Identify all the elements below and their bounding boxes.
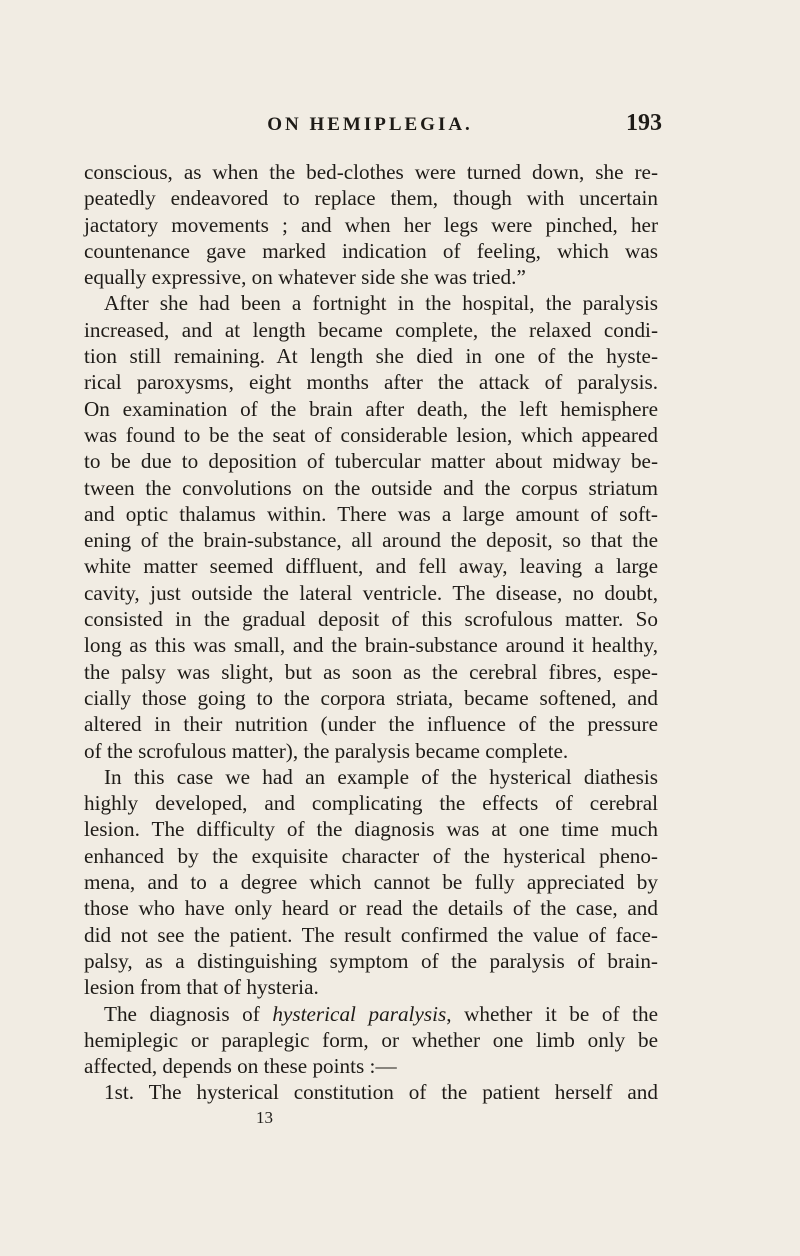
text-line: rical paroxysms, eight months after the attack of paralysis. — [84, 370, 658, 395]
text-line: cially those going to the corpora striata, became softened, and — [84, 685, 658, 710]
text-line: the palsy was slight, but as soon as the cerebral fibres, espe- — [84, 659, 658, 684]
text-line: jactatory movements ; and when her legs were pinched, her — [84, 212, 658, 237]
text-line: increased, and at length became complete, the relaxed condi- — [84, 317, 658, 342]
text-line: altered in their nutrition (under the influence of the pressure — [84, 712, 658, 737]
text-line: lesion. The difficulty of the diagnosis was at one time much — [84, 817, 658, 842]
text-line: After she had been a fortnight in the hospital, the paralysis — [104, 291, 658, 316]
running-head: ON HEMIPLEGIA. — [267, 114, 473, 135]
page-number: 193 — [626, 110, 662, 136]
text-line: ening of the brain-substance, all around the deposit, so that the — [84, 528, 658, 553]
signature-mark: 13 — [256, 1107, 273, 1127]
text-line: 1st. The hysterical constitution of the patient herself and — [104, 1080, 658, 1105]
text-line: did not see the patient. The result confirmed the value of face- — [84, 922, 658, 947]
text-line: mena, and to a degree which cannot be fully appreciated by — [84, 870, 658, 895]
text-line: On examination of the brain after death, the left hemisphere — [84, 396, 658, 421]
text-line: tween the convolutions on the outside and the corpus striatum — [84, 475, 658, 500]
italic-phrase: hysterical paralysis — [272, 1001, 447, 1026]
text-line: tion still remaining. At length she died in one of the hyste- — [84, 344, 658, 369]
text-line: those who have only heard or read the details of the case, and — [84, 896, 658, 921]
page-header — [84, 110, 662, 140]
text-line: consisted in the gradual deposit of this scrofulous matter. So — [84, 607, 658, 632]
text-line: In this case we had an example of the hysterical diathesis — [104, 764, 658, 789]
text-line: peatedly endeavored to replace them, though with uncertain — [84, 186, 658, 211]
text-line: conscious, as when the bed-clothes were turned down, she re- — [84, 160, 658, 184]
text-line: to be due to deposition of tubercular matter about midway be- — [84, 449, 658, 474]
text-line: hemiplegic or paraplegic form, or whether one limb only be — [84, 1027, 658, 1052]
text-line: equally expressive, on whatever side she was tried.” — [84, 265, 526, 290]
text-line: of the scrofulous matter), the paralysis became complete. — [84, 738, 569, 763]
text-line: highly developed, and complicating the effects of cerebral — [84, 791, 658, 816]
body-text — [84, 159, 658, 1106]
text-line: lesion from that of hysteria. — [84, 975, 319, 1000]
text-line: palsy, as a distinguishing symptom of the paralysis of brain- — [84, 948, 658, 973]
text-line: and optic thalamus within. There was a large amount of soft- — [84, 501, 658, 526]
text-line: white matter seemed diffluent, and fell away, leaving a large — [84, 554, 658, 579]
text-line: countenance gave marked indication of feeling, which was — [84, 238, 658, 263]
text-line: cavity, just outside the lateral ventricle. The disease, no doubt, — [84, 580, 658, 605]
text-line: long as this was small, and the brain-substance around it healthy, — [84, 633, 658, 658]
text-line: was found to be the seat of considerable lesion, which appeared — [84, 422, 658, 447]
text-line: enhanced by the exquisite character of the hysterical pheno- — [84, 843, 658, 868]
text-line: affected, depends on these points :— — [84, 1054, 397, 1079]
text-line: The diagnosis of hysterical paralysis, whether it be of the — [104, 1001, 658, 1026]
